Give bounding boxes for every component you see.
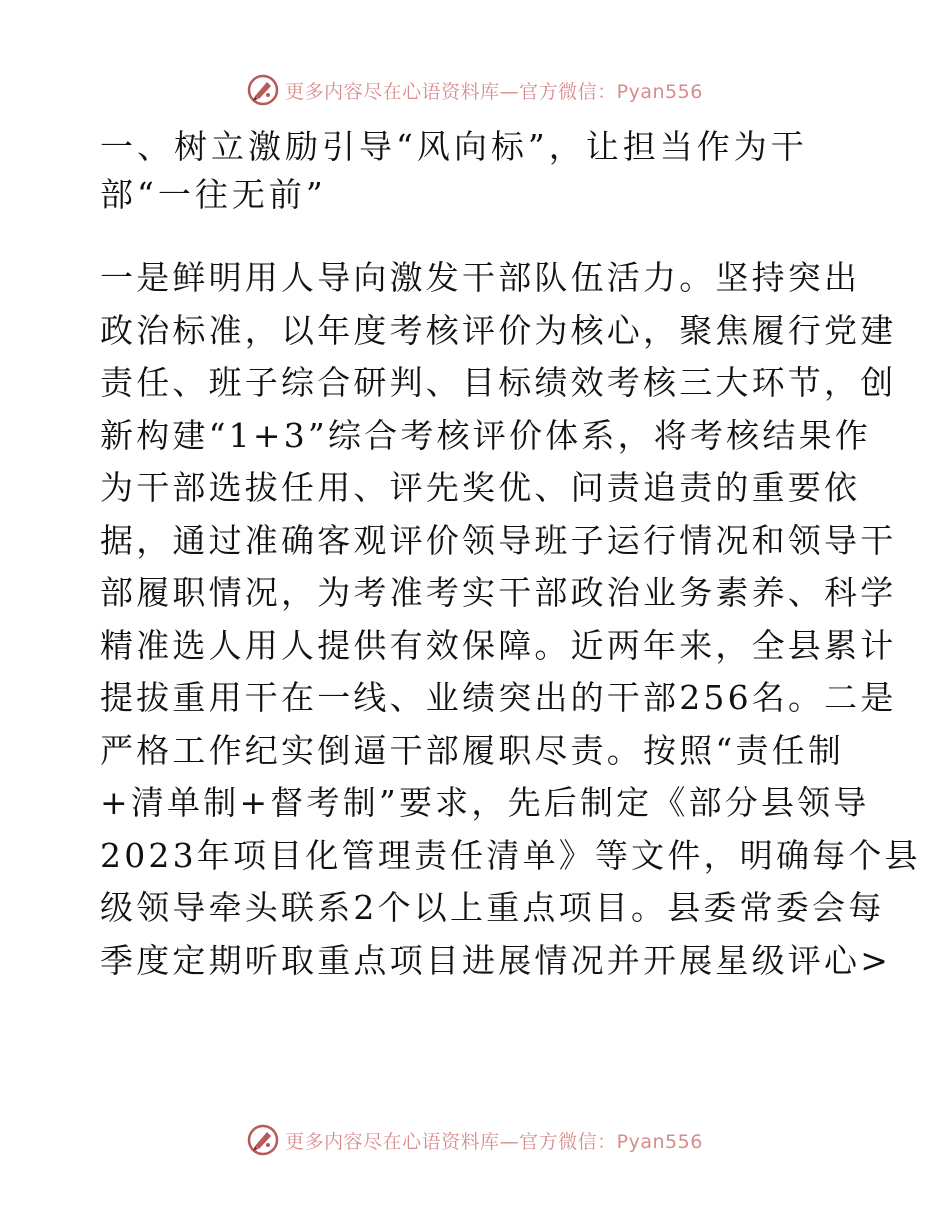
body-line: 2023年项目化管理责任清单》等文件，明确每个县 bbox=[100, 835, 921, 875]
body-paragraph bbox=[100, 252, 921, 987]
heading-line: 部“一往无前” bbox=[100, 175, 327, 214]
banner-text: 更多内容尽在心语资料库—官方微信：Pyan556 bbox=[285, 80, 703, 103]
body-line: 新构建“1+3”综合考核评价体系，将考核结果作 bbox=[100, 415, 871, 455]
heading-line: 一、树立激励引导“风向标”，让担当作为干 bbox=[100, 127, 808, 166]
body-line: 精准选人用人提供有效保障。近两年来，全县累计 bbox=[100, 625, 897, 665]
body-line: 严格工作纪实倒逼干部履职尽责。按照“责任制 bbox=[100, 730, 845, 770]
brand-logo-icon bbox=[247, 74, 279, 106]
header-banner bbox=[0, 70, 950, 110]
body-line: +清单制+督考制”要求，先后制定《部分县领导 bbox=[100, 783, 870, 822]
footer-banner bbox=[0, 1120, 950, 1160]
body-line: 为干部选拔任用、评先奖优、问责追责的重要依 bbox=[100, 468, 861, 507]
body-line: 季度定期听取重点项目进展情况并开展星级评心> bbox=[100, 940, 892, 980]
body-line: 提拔重用干在一线、业绩突出的干部256名。二是 bbox=[100, 678, 897, 717]
body-line: 责任、班子综合研判、目标绩效考核三大环节，创 bbox=[100, 363, 897, 402]
brand-logo-icon bbox=[247, 1124, 279, 1156]
banner-text: 更多内容尽在心语资料库—官方微信：Pyan556 bbox=[285, 1130, 703, 1153]
body-line: 部履职情况，为考准考实干部政治业务素养、科学 bbox=[100, 573, 897, 612]
body-line: 政治标准，以年度考核评价为核心，聚焦履行党建 bbox=[100, 310, 897, 350]
body-line: 级领导牵头联系2个以上重点项目。县委常委会每 bbox=[100, 888, 885, 927]
body-line: 一是鲜明用人导向激发干部队伍活力。坚持突出 bbox=[100, 258, 861, 297]
body-line: 据，通过准确客观评价领导班子运行情况和领导干 bbox=[100, 520, 897, 560]
section-heading bbox=[100, 123, 860, 219]
